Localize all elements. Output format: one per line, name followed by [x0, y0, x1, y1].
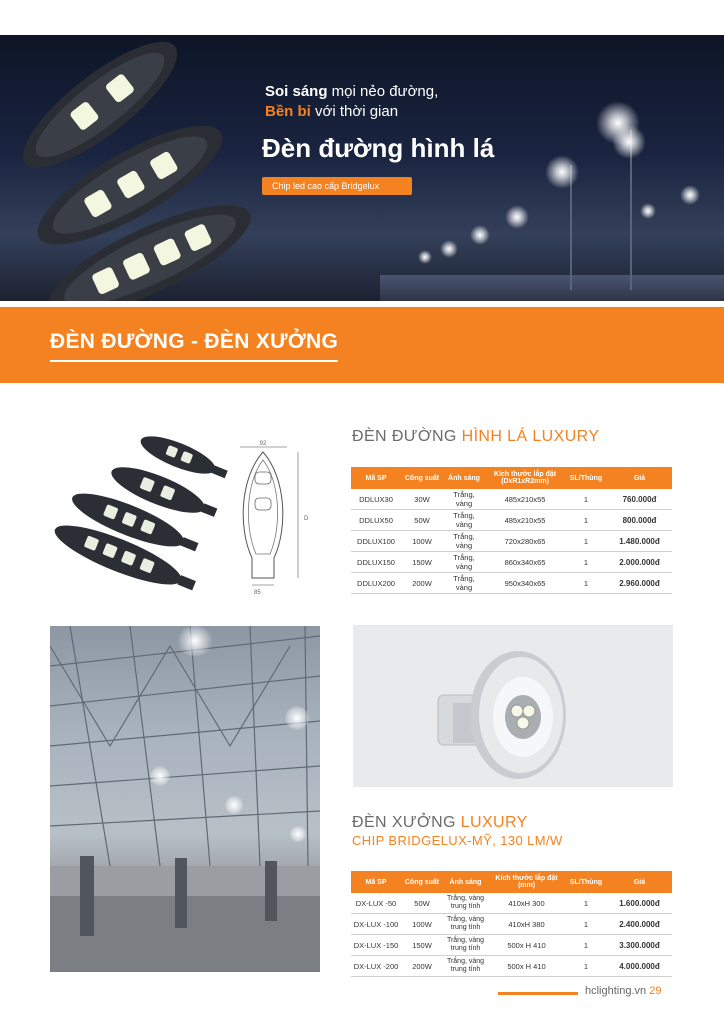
highbay-light-glow	[225, 796, 243, 814]
street-light-glow	[640, 203, 656, 219]
hero-chip-badge: Chip led cao cấp Bridgelux	[262, 177, 412, 195]
table-row	[351, 552, 672, 573]
cell-power: 150W	[401, 552, 443, 573]
table-row	[351, 510, 672, 531]
cell-light: Trắng, vàng	[443, 573, 485, 594]
column-header: Kích thước lắp đặt (mm)	[488, 871, 565, 893]
cell-price: 760.000đ	[607, 489, 672, 510]
street-light-glow	[470, 225, 490, 245]
column-header: Công suất	[401, 467, 443, 489]
cell-light: Trắng, vàng trung tính	[443, 956, 488, 977]
cell-power: 30W	[401, 489, 443, 510]
street-light-spec-table	[351, 467, 672, 594]
cell-price: 2.960.000đ	[607, 573, 672, 594]
footer-site[interactable]: hclighting.vn	[585, 985, 647, 997]
cell-power: 100W	[401, 914, 443, 935]
cell-light: Trắng, vàng trung tính	[443, 893, 488, 914]
cell-qty: 1	[565, 935, 607, 956]
cell-qty: 1	[565, 510, 607, 531]
cell-light: Trắng, vàng	[443, 489, 485, 510]
cell-size: 500x H 410	[488, 956, 565, 977]
section-band	[0, 307, 724, 383]
table-header-row	[351, 467, 672, 489]
cell-price: 2.000.000đ	[607, 552, 672, 573]
cell-price: 4.000.000đ	[607, 956, 672, 977]
street-light-glow	[505, 205, 529, 229]
cell-power: 50W	[401, 510, 443, 531]
cell-light: Trắng, vàng trung tính	[443, 914, 488, 935]
column-header: Ánh sáng	[443, 467, 485, 489]
cell-size: 485x210x55	[485, 510, 565, 531]
highbay-light-glow	[285, 706, 309, 730]
highbay-light-glow	[150, 766, 170, 786]
factory-light-subtitle: CHIP BRIDGELUX-MỸ, 130 LM/W	[352, 833, 563, 848]
cell-qty: 1	[565, 956, 607, 977]
cell-size: 950x340x65	[485, 573, 565, 594]
cell-price: 800.000đ	[607, 510, 672, 531]
street-light-glow	[545, 155, 579, 189]
cell-qty: 1	[565, 893, 607, 914]
table-row	[351, 935, 672, 956]
column-header: Kích thước lắp đặt (DxR1xR2mm)	[485, 467, 565, 489]
cell-size: 485x210x55	[485, 489, 565, 510]
cell-size: 410xH 380	[488, 914, 565, 935]
cell-price: 2.400.000đ	[607, 914, 672, 935]
cell-code: DDLUX30	[351, 489, 401, 510]
column-header: Giá	[607, 467, 672, 489]
street-light-glow	[680, 185, 700, 205]
cell-power: 200W	[401, 956, 443, 977]
cell-price: 1.480.000đ	[607, 531, 672, 552]
highway-road	[380, 275, 724, 301]
cell-light: Trắng, vàng	[443, 510, 485, 531]
street-light-glow	[440, 240, 458, 258]
cell-code: DX-LUX -50	[351, 893, 401, 914]
hero-slogan-line2: Bền bỉ với thời gian	[265, 103, 399, 120]
cell-qty: 1	[565, 914, 607, 935]
cell-qty: 1	[565, 552, 607, 573]
column-header: Mã SP	[351, 467, 401, 489]
section-title: ĐÈN ĐƯỜNG - ĐÈN XƯỞNG	[50, 330, 339, 353]
cell-qty: 1	[565, 573, 607, 594]
footer-accent-line	[498, 992, 578, 995]
page-number: 29	[649, 985, 662, 997]
column-header: SL/Thùng	[565, 467, 607, 489]
factory-light-title: ĐÈN XƯỞNG LUXURY	[352, 814, 528, 831]
cell-power: 150W	[401, 935, 443, 956]
cell-code: DX-LUX -100	[351, 914, 401, 935]
factory-light-spec-table	[351, 871, 672, 977]
table-row	[351, 573, 672, 594]
diagram-width-label: 92	[259, 441, 267, 447]
cell-price: 3.300.000đ	[607, 935, 672, 956]
hero-title: Đèn đường hình lá	[262, 133, 495, 163]
table-row	[351, 489, 672, 510]
cell-size: 500x H 410	[488, 935, 565, 956]
column-header: Ánh sáng	[443, 871, 488, 893]
column-header: Giá	[607, 871, 672, 893]
cell-light: Trắng, vàng	[443, 552, 485, 573]
cell-size: 720x280x65	[485, 531, 565, 552]
cell-power: 100W	[401, 531, 443, 552]
hero-banner	[0, 35, 724, 301]
table-header-row	[351, 871, 672, 893]
highbay-light-glow	[290, 826, 306, 842]
cell-light: Trắng, vàng trung tính	[443, 935, 488, 956]
street-light-dimension-diagram	[232, 438, 314, 598]
street-light-glow	[418, 250, 432, 264]
cell-power: 50W	[401, 893, 443, 914]
cell-size: 410xH 300	[488, 893, 565, 914]
factory-interior-photo	[50, 626, 320, 972]
cell-power: 200W	[401, 573, 443, 594]
cell-code: DDLUX50	[351, 510, 401, 531]
cell-price: 1.600.000đ	[607, 893, 672, 914]
highbay-light-glow	[175, 626, 215, 656]
table-row	[351, 956, 672, 977]
cell-code: DDLUX150	[351, 552, 401, 573]
column-header: Công suất	[401, 871, 443, 893]
table-row	[351, 893, 672, 914]
column-header: SL/Thùng	[565, 871, 607, 893]
street-light-glow	[612, 125, 646, 159]
leaf-lamp-product-image	[10, 35, 260, 301]
street-light-product-image	[48, 420, 228, 600]
hero-slogan-line1: Soi sáng mọi nẻo đường,	[265, 83, 439, 100]
cell-size: 860x340x65	[485, 552, 565, 573]
cell-code: DX-LUX -200	[351, 956, 401, 977]
footer	[585, 985, 661, 997]
column-header: Mã SP	[351, 871, 401, 893]
cell-light: Trắng, vàng	[443, 531, 485, 552]
diagram-base-label: 85	[254, 590, 261, 596]
street-light-title: ĐÈN ĐƯỜNG HÌNH LÁ LUXURY	[352, 428, 600, 445]
section-title-underline	[50, 360, 338, 362]
cell-code: DX-LUX -150	[351, 935, 401, 956]
cell-qty: 1	[565, 489, 607, 510]
highbay-product-image	[353, 625, 673, 787]
cell-code: DDLUX100	[351, 531, 401, 552]
cell-code: DDLUX200	[351, 573, 401, 594]
table-row	[351, 914, 672, 935]
table-row	[351, 531, 672, 552]
diagram-height-label: D	[304, 516, 309, 522]
cell-qty: 1	[565, 531, 607, 552]
